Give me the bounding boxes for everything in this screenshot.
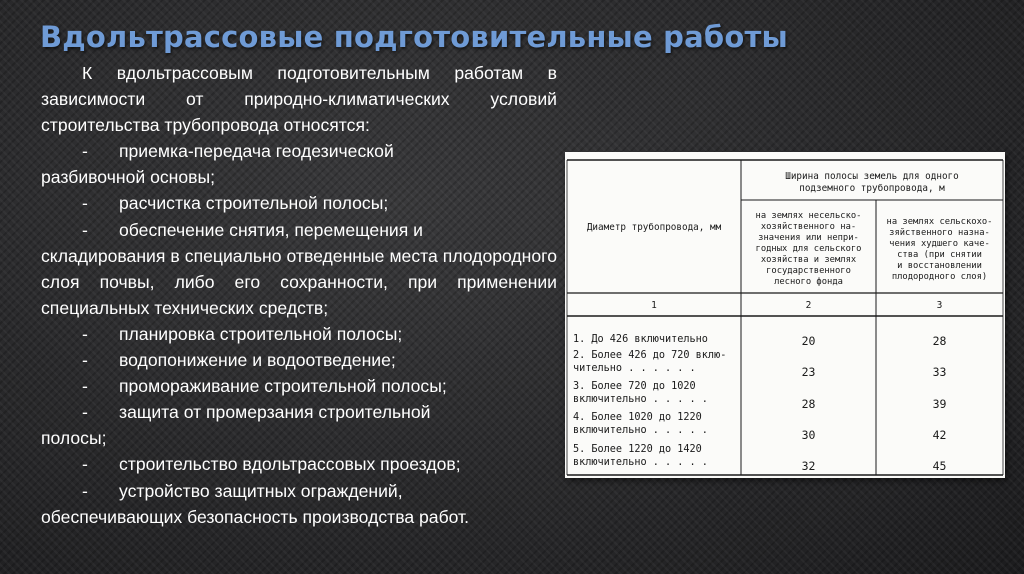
subheader-agricultural: ства (при снятии [897, 250, 982, 260]
row-value-agricultural: 28 [932, 334, 947, 348]
row-value-agricultural: 45 [932, 459, 947, 473]
list-item-continuation: обеспечивающих безопасность производства работ. [41, 506, 470, 527]
slide-title: Вдольтрассовые подготовительные работы [40, 20, 788, 54]
row-diameter-label: чительно . . . . . . [573, 363, 696, 374]
row-value-agricultural: 33 [932, 365, 947, 379]
list-item-dash: - [82, 376, 88, 397]
row-diameter-label: 4. Более 1020 до 1220 [573, 412, 702, 423]
header-width: Ширина полосы земель для одного [785, 171, 959, 182]
list-item [41, 190, 557, 216]
column-number: 3 [936, 300, 943, 311]
list-item-dash: - [82, 480, 88, 501]
row-value-non-agricultural: 23 [801, 365, 816, 379]
subheader-non-agricultural: значения или непри- [758, 233, 859, 243]
slide-body-text [41, 60, 557, 530]
list-item-dash: - [82, 350, 88, 371]
subheader-agricultural: чения худшего каче- [889, 239, 990, 249]
pipeline-width-table [565, 152, 1005, 478]
row-diameter-label: 5. Более 1220 до 1420 [573, 444, 702, 455]
list-item-text: планировка строительной полосы; [119, 323, 403, 344]
list-item-continuation: складирования в специально отведенные места плодородного слоя почвы, либо его сохранности, при применении специальных технических средств; [41, 245, 557, 318]
list-item-dash: - [82, 323, 88, 344]
list-item-text: устройство защитных ограждений, [119, 480, 403, 501]
list-item [41, 478, 557, 530]
subheader-non-agricultural: государственного [766, 266, 851, 276]
header-diameter: Диаметр трубопровода, мм [586, 222, 722, 233]
header-width: подземного трубопровода, м [799, 183, 945, 194]
subheader-non-agricultural: на землях несельско- [755, 211, 862, 221]
list-item-dash: - [82, 402, 88, 423]
subheader-agricultural: плодородного слоя) [891, 272, 988, 282]
row-diameter-label: включительно . . . . . [573, 425, 708, 436]
row-value-non-agricultural: 28 [801, 397, 816, 411]
list-item-dash: - [82, 219, 88, 240]
row-value-non-agricultural: 32 [801, 459, 816, 473]
list-item [41, 217, 557, 321]
list-item-text: строительство вдольтрассовых проездов; [119, 454, 461, 475]
row-value-non-agricultural: 30 [801, 428, 816, 442]
row-diameter-label: 2. Более 426 до 720 вклю- [573, 350, 727, 361]
table-drawing [565, 152, 1005, 478]
row-diameter-label: 1. До 426 включительно [573, 334, 708, 345]
list-item-text: обеспечение снятия, перемещения и [119, 219, 423, 240]
list-item [41, 373, 557, 399]
intro-paragraph: К вдольтрассовым подготовительным работам в зависимости от природно-климатических условий строительства трубопровода относятся: [41, 63, 557, 136]
list-item-dash: - [82, 141, 88, 162]
list-item-continuation: разбивочной основы; [41, 167, 216, 188]
subheader-agricultural: зяйственного назна- [889, 228, 990, 238]
row-diameter-label: включительно . . . . . [573, 394, 708, 405]
subheader-agricultural: и восстановлении [897, 261, 982, 271]
list-item-text: промораживание строительной полосы; [119, 376, 447, 397]
subheader-non-agricultural: хозяйства и землях [760, 255, 857, 265]
list-item-dash: - [82, 193, 88, 214]
list-item-text: водопонижение и водоотведение; [119, 350, 396, 371]
subheader-agricultural: на землях сельскохо- [886, 217, 993, 227]
list-item-text: приемка-передача геодезической [119, 141, 394, 162]
row-value-agricultural: 42 [932, 428, 947, 442]
list-item [41, 321, 557, 347]
column-number: 2 [805, 300, 812, 311]
list-item [41, 138, 557, 190]
row-value-non-agricultural: 20 [801, 334, 816, 348]
row-diameter-label: включительно . . . . . [573, 457, 708, 468]
row-value-agricultural: 39 [932, 397, 947, 411]
list-item-continuation: полосы; [41, 428, 107, 449]
list-item-text: расчистка строительной полосы; [119, 193, 389, 214]
column-number: 1 [651, 300, 657, 311]
list-item [41, 451, 557, 477]
list-item-dash: - [82, 454, 88, 475]
list-item [41, 347, 557, 373]
subheader-non-agricultural: годных для сельского [755, 244, 862, 254]
row-diameter-label: 3. Более 720 до 1020 [573, 381, 696, 392]
list-item [41, 399, 557, 451]
subheader-non-agricultural: лесного фонда [774, 277, 843, 287]
list-item-text: защита от промерзания строительной [119, 402, 431, 423]
subheader-non-agricultural: хозяйственного на- [760, 222, 857, 232]
work-list [41, 138, 557, 529]
